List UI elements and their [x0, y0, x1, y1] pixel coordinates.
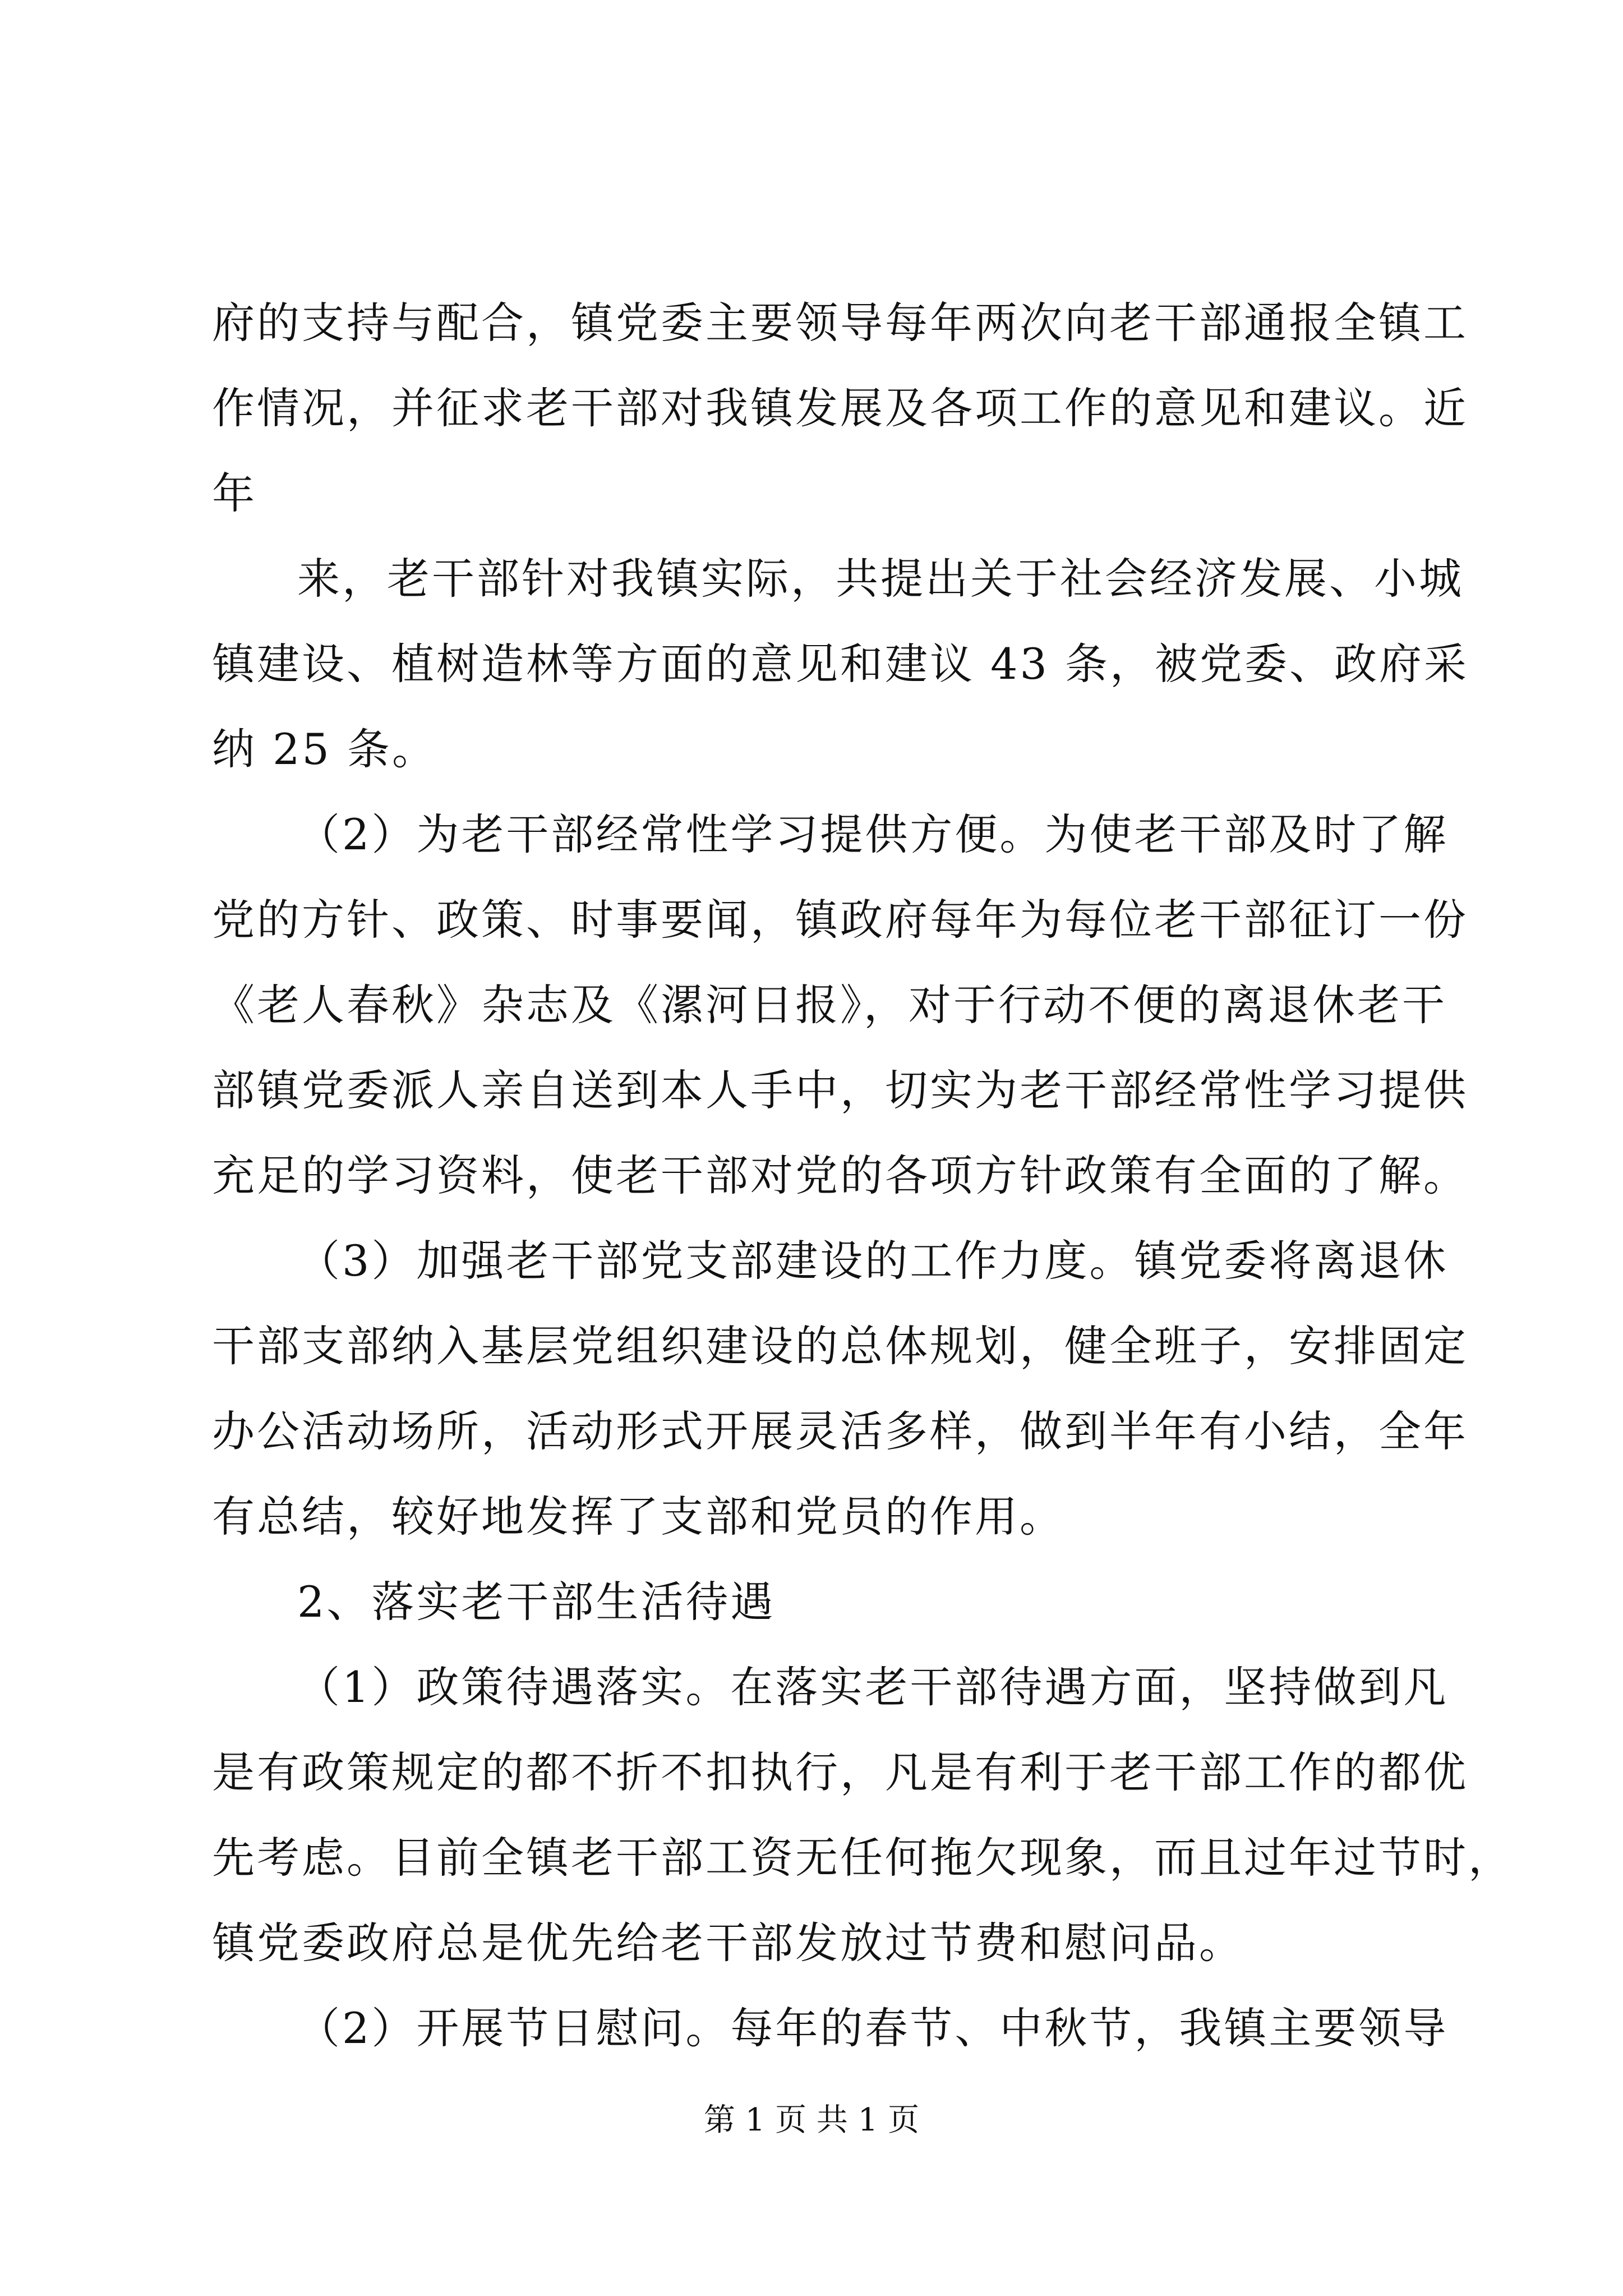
text-line: （2）开展节日慰问。每年的春节、中秋节，我镇主要领导 [297, 2003, 1449, 2053]
text-line: 来，老干部针对我镇实际，共提出关于社会经济发展、小城 [297, 554, 1464, 604]
text-line: 党的方针、政策、时事要闻，镇政府每年为每位老干部征订一份 [212, 895, 1468, 945]
text-line: 镇党委政府总是优先给老干部发放过节费和慰问品。 [212, 1918, 1244, 1968]
text-line: 《老人春秋》杂志及《漯河日报》，对于行动不便的离退休老干 [212, 980, 1447, 1030]
text-line: （2）为老干部经常性学习提供方便。为使老干部及时了解 [297, 809, 1449, 859]
text-line: 有总结，较好地发挥了支部和党员的作用。 [212, 1492, 1064, 1542]
text-line: 纳 25 条。 [212, 724, 437, 774]
document-body [212, 280, 1513, 2071]
text-line: 作情况，并征求老干部对我镇发展及各项工作的意见和建议。近 [212, 383, 1468, 433]
text-line: 干部支部纳入基层党组织建设的总体规划，健全班子，安排固定 [212, 1321, 1468, 1371]
text-line: 充足的学习资料，使老干部对党的各项方针政策有全面的了解。 [212, 1151, 1468, 1200]
text-line: 是有政策规定的都不折不扣执行，凡是有利于老干部工作的都优 [212, 1747, 1468, 1797]
text-line: （3）加强老干部党支部建设的工作力度。镇党委将离退休 [297, 1236, 1449, 1286]
text-line: 府的支持与配合，镇党委主要领导每年两次向老干部通报全镇工 [212, 298, 1468, 348]
text-line: 镇建设、植树造林等方面的意见和建议 43 条，被党委、政府采 [212, 639, 1469, 689]
text-line: 年 [212, 468, 257, 518]
text-line: （1）政策待遇落实。在落实老干部待遇方面，坚持做到凡 [297, 1662, 1449, 1712]
text-line: 部镇党委派人亲自送到本人手中，切实为老干部经常性学习提供 [212, 1065, 1468, 1115]
text-line: 先考虑。目前全镇老干部工资无任何拖欠现象，而且过年过节时， [212, 1833, 1513, 1883]
text-line: 办公活动场所，活动形式开展灵活多样，做到半年有小结，全年 [212, 1406, 1468, 1456]
page-number-footer: 第 1 页 共 1 页 [703, 2102, 920, 2138]
section-heading: 2、落实老干部生活待遇 [297, 1577, 776, 1627]
